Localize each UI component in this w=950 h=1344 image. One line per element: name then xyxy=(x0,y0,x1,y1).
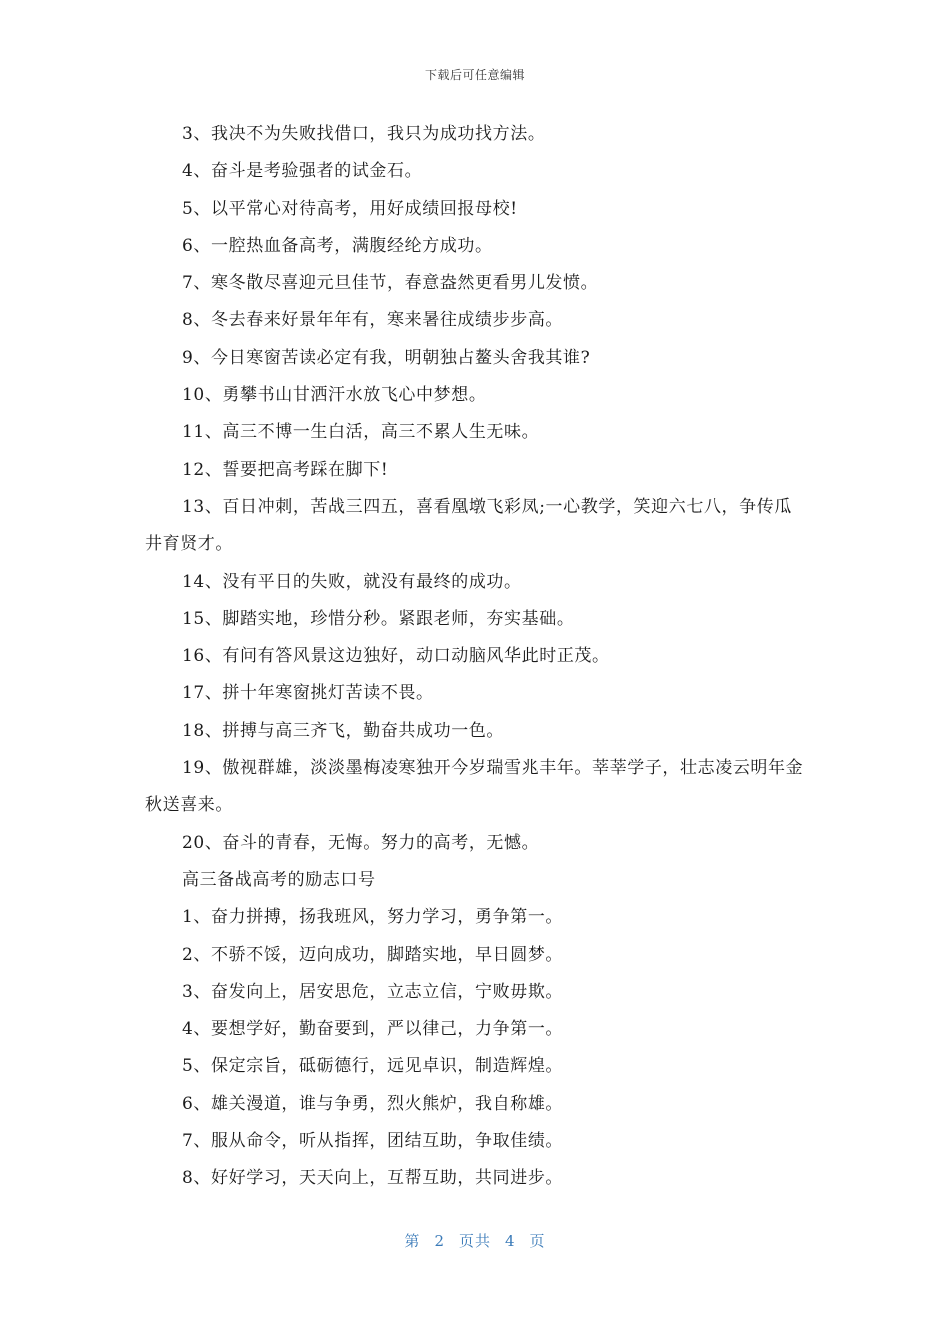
list-item: 6、一腔热血备高考，满腹经纶方成功。 xyxy=(182,235,493,256)
list-item: 5、以平常心对待高考，用好成绩回报母校! xyxy=(182,198,518,219)
list-item: 8、冬去春来好景年年有，寒来暑往成绩步步高。 xyxy=(182,310,564,331)
list-item: 2、不骄不馁，迈向成功，脚踏实地，早日圆梦。 xyxy=(182,944,564,965)
list-item: 17、拼十年寒窗挑灯苦读不畏。 xyxy=(182,683,434,704)
list-item: 4、奋斗是考验强者的试金石。 xyxy=(182,161,423,182)
list-item: 5、保定宗旨，砥砺德行，远见卓识，制造辉煌。 xyxy=(182,1056,564,1077)
list-item: 4、要想学好，勤奋要到，严以律己，力争第一。 xyxy=(182,1019,564,1040)
list-item: 8、好好学习，天天向上，互帮互助，共同进步。 xyxy=(182,1168,564,1189)
list-item: 18、拼搏与高三齐飞，勤奋共成功一色。 xyxy=(182,720,505,741)
footer-word-ye: 页 xyxy=(529,1232,546,1250)
page-number-current: 2 xyxy=(434,1232,445,1250)
list-item: 3、我决不为失败找借口，我只为成功找方法。 xyxy=(182,124,546,144)
list-item: 15、脚踏实地，珍惜分秒。紧跟老师，夯实基础。 xyxy=(182,608,575,629)
footer-word-ye-gong: 页共 xyxy=(458,1232,491,1250)
footer-word-di: 第 xyxy=(404,1232,421,1250)
list-item: 6、雄关漫道，谁与争勇，烈火熊炉，我自称雄。 xyxy=(182,1093,564,1114)
page-number-total: 4 xyxy=(505,1232,516,1250)
section-heading: 高三备战高考的励志口号 xyxy=(182,869,376,890)
list-item: 3、奋发向上，居安思危，立志立信，宁败毋欺。 xyxy=(182,981,564,1002)
document-body xyxy=(145,116,807,1198)
list-item: 7、服从命令，听从指挥，团结互助，争取佳绩。 xyxy=(182,1131,564,1152)
list-item: 12、誓要把高考踩在脚下! xyxy=(182,459,389,480)
list-item: 11、高三不博一生白活，高三不累人生无味。 xyxy=(182,422,540,443)
list-item: 9、今日寒窗苦读必定有我，明朝独占鳌头舍我其谁? xyxy=(182,347,591,368)
list-item: 13、百日冲刺，苦战三四五，喜看凰墩飞彩凤;一心教学，笑迎六七八，争传瓜井育贤才。 xyxy=(145,496,792,555)
list-item: 1、奋力拼搏，扬我班风，努力学习，勇争第一。 xyxy=(182,907,564,928)
list-item: 19、傲视群雄，淡淡墨梅凌寒独开今岁瑞雪兆丰年。莘莘学子，壮志凌云明年金秋送喜来。 xyxy=(145,758,804,816)
page-footer xyxy=(0,1230,950,1251)
list-item: 16、有问有答风景这边独好，动口动脑风华此时正茂。 xyxy=(182,646,610,667)
list-item: 10、勇攀书山甘洒汗水放飞心中梦想。 xyxy=(182,385,487,406)
list-item: 14、没有平日的失败，就没有最终的成功。 xyxy=(182,571,522,592)
list-item: 7、寒冬散尽喜迎元旦佳节，春意盎然更看男儿发愤。 xyxy=(182,273,599,294)
list-item: 20、奋斗的青春，无悔。努力的高考，无憾。 xyxy=(182,832,540,853)
page-header: 下载后可任意编辑 xyxy=(424,68,525,82)
